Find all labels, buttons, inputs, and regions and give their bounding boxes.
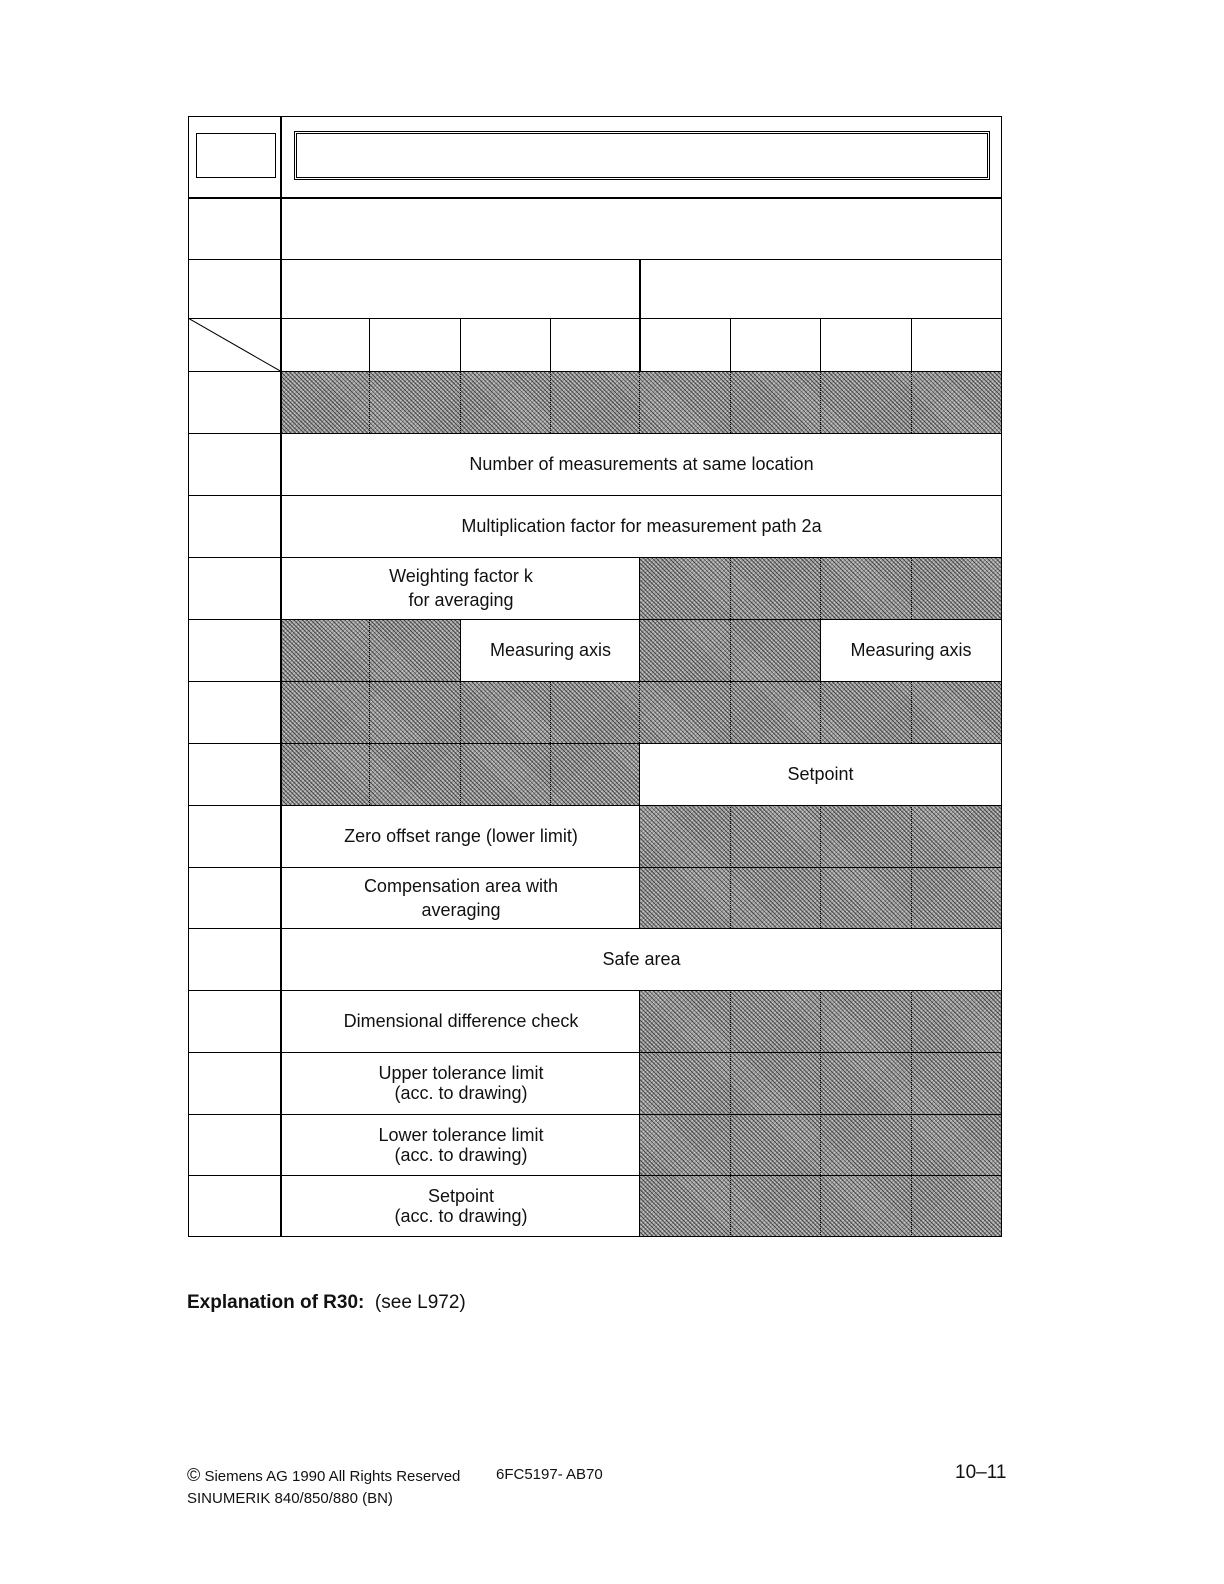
table-line (460, 681, 461, 743)
table-line (730, 371, 731, 433)
reserved-area (282, 371, 1001, 433)
table-line (188, 805, 1002, 806)
table-line (820, 318, 821, 371)
table-line (188, 371, 1002, 372)
table-line (369, 318, 370, 371)
table-line (188, 259, 1002, 260)
table-line (460, 619, 461, 681)
table-line (280, 116, 282, 1237)
table-line (188, 116, 189, 1237)
table-line (188, 1175, 1002, 1176)
table-line (550, 681, 551, 743)
table-line (188, 197, 1002, 199)
table-line (730, 619, 731, 681)
table-line (188, 557, 1002, 558)
table-line (911, 557, 912, 619)
table-line (188, 928, 1002, 929)
cell-safe-area: Safe area (602, 948, 681, 969)
cell-measuring-axis-2: Measuring axis (850, 639, 972, 660)
cell-mult-factor: Multiplication factor for measurement path 2a (461, 515, 822, 536)
reserved-area (282, 743, 640, 805)
cell-setpoint: Setpoint (787, 763, 854, 784)
table-line (550, 743, 551, 805)
table-line (369, 371, 370, 433)
cell-weighting: Weighting factor k for averaging (389, 566, 533, 610)
table-line (639, 743, 640, 805)
footer-copyright (187, 1465, 460, 1486)
cell-dim-diff: Dimensional difference check (343, 1010, 579, 1031)
table-line (911, 681, 912, 743)
table-line (188, 990, 1002, 991)
table-line (639, 681, 640, 743)
table-line (820, 619, 821, 681)
table-line (188, 433, 1002, 434)
table-line (188, 318, 1002, 319)
table-line (188, 1052, 1002, 1053)
copyright-icon: © (187, 1465, 201, 1485)
table-line (188, 1236, 1002, 1237)
table-line (460, 743, 461, 805)
table-line (730, 681, 731, 743)
table-line (639, 990, 640, 1237)
table-line (730, 990, 731, 1237)
table-line (369, 681, 370, 743)
table-line (639, 371, 640, 433)
diagonal-line (188, 318, 282, 372)
table-line (730, 318, 731, 371)
table-line (639, 805, 640, 928)
table-line (911, 805, 912, 928)
reserved-area (282, 619, 461, 681)
footer-order-number: 6FC5197- AB70 (496, 1466, 603, 1483)
table-line (730, 805, 731, 928)
cell-zero-offset: Zero offset range (lower limit) (344, 825, 578, 846)
copyright-text: Siemens AG 1990 All Rights Reserved (204, 1468, 461, 1485)
table-line (188, 1114, 1002, 1115)
table-line (639, 259, 641, 371)
table-line (188, 116, 1002, 117)
table-line (369, 743, 370, 805)
cell-num-measurements: Number of measurements at same location (469, 453, 814, 474)
table-line (820, 681, 821, 743)
footer-product: SINUMERIK 840/850/880 (BN) (187, 1490, 393, 1507)
table-line (369, 619, 370, 681)
table-line (188, 867, 1002, 868)
table-line (188, 619, 1002, 620)
table-line (730, 557, 731, 619)
table-line (188, 743, 1002, 744)
cell-measuring-axis-1: Measuring axis (489, 639, 612, 660)
table-line (188, 495, 1002, 496)
explanation-label: Explanation of R30: (187, 1292, 365, 1313)
table-line (820, 557, 821, 619)
explanation-text: (see L972) (374, 1292, 466, 1313)
page-number: 10–11 (955, 1462, 1007, 1483)
table-line (1001, 116, 1002, 1237)
table-line (550, 371, 551, 433)
table-line (550, 318, 551, 371)
cell-upper-tol: Upper tolerance limit (acc. to drawing) (378, 1063, 544, 1103)
table-line (460, 371, 461, 433)
explanation (187, 1292, 466, 1314)
reserved-area (282, 681, 1001, 743)
table-line (820, 371, 821, 433)
table-line (460, 318, 461, 371)
table-line (911, 318, 912, 371)
cell-lower-tol: Lower tolerance limit (acc. to drawing) (378, 1125, 544, 1165)
table-line (911, 371, 912, 433)
header-left-box (196, 133, 276, 178)
cell-compensation: Compensation area with averaging (363, 876, 559, 920)
cell-setpoint-drawing: Setpoint (acc. to drawing) (394, 1186, 528, 1226)
table-line (820, 805, 821, 928)
header-title-box (294, 131, 990, 180)
table-line (820, 990, 821, 1237)
table-line (639, 619, 640, 681)
table-line (911, 990, 912, 1237)
table-line (188, 681, 1002, 682)
table-line (639, 557, 640, 619)
